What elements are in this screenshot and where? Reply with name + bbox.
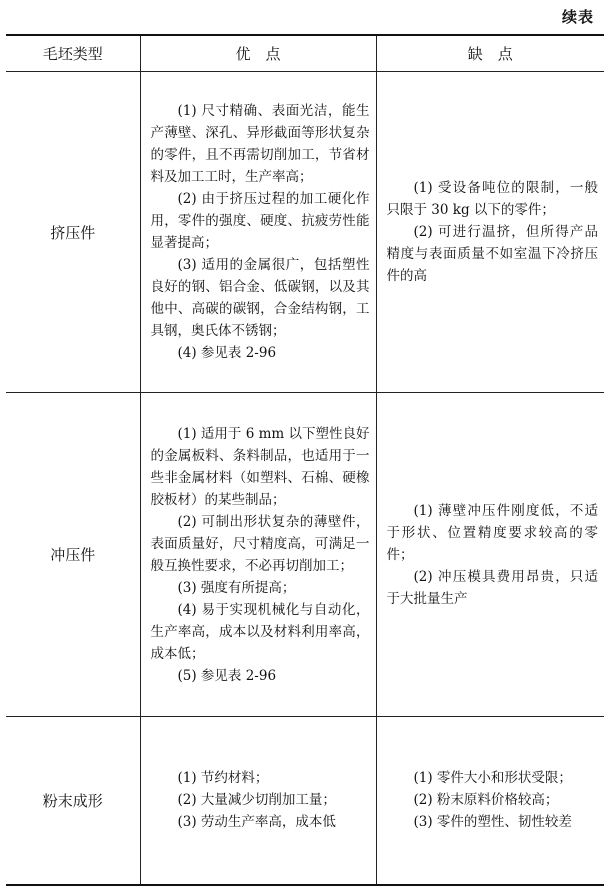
row-type: 挤压件 xyxy=(6,72,140,393)
advantages-cell xyxy=(140,717,376,885)
list-item: (1) 零件大小和形状受限； xyxy=(413,770,572,787)
list-item: (4) 易于实现机械化与自动化，生产率高，成本以及材料利用率高，成本低； xyxy=(150,601,370,662)
list-item: (3) 零件的塑性、韧性较差 xyxy=(413,814,572,831)
list-item: (2) 可进行温挤，但所得产品精度与表面质量不如室温下冷挤压件的高 xyxy=(386,224,598,284)
list-item: (1) 节约材料； xyxy=(177,770,269,787)
list-item: (2) 由于挤压过程的加工硬化作用，零件的强度、硬度、抗疲劳性能显著提高； xyxy=(150,191,370,251)
disadvantages-cell xyxy=(376,393,604,717)
disadvantages-cell xyxy=(376,72,604,393)
row-type: 冲压件 xyxy=(6,393,140,717)
continued-caption: 续表 xyxy=(561,8,594,26)
list-item: (1) 尺寸精确、表面光洁，能生产薄壁、深孔、异形截面等形状复杂的零件，且不再需切削加工，节省材料及加工工时，生产率高； xyxy=(150,103,370,185)
list-item: (2) 粉末原料价格较高； xyxy=(413,792,559,809)
list-item: (3) 劳动生产率高，成本低 xyxy=(177,814,336,831)
advantages-cell xyxy=(140,393,376,717)
header-blank-type: 毛坯类型 xyxy=(6,35,140,72)
table-row xyxy=(6,393,604,717)
list-item: (3) 适用的金属很广，包括塑性良好的钢、铝合金、低碳钢，以及其他中、高碳的碳钢，合金结构钢，工具钢，奥氏体不锈钢； xyxy=(150,257,370,339)
list-item: (2) 大量减少切削加工量； xyxy=(177,792,336,809)
list-item: (2) 可制出形状复杂的薄壁件，表面质量好，尺寸精度高，可满足一般互换性要求，不必再切削加工； xyxy=(150,513,370,574)
disadvantages-cell xyxy=(376,717,604,885)
list-item: (1) 薄壁冲压件刚度低，不适于形状、位置精度要求较高的零件； xyxy=(386,502,598,563)
list-item: (3) 强度有所提高； xyxy=(177,579,296,596)
blank-type-comparison-table xyxy=(6,34,604,886)
list-item: (1) 适用于 6 mm 以下塑性良好的金属板料、条料制品，也适用于一些非金属材料（如塑料、石棉、硬橡胶板材）的某些制品； xyxy=(150,425,370,508)
advantages-cell xyxy=(140,72,376,393)
header-row xyxy=(6,35,604,72)
list-item: (5) 参见表 2-96 xyxy=(177,667,277,684)
table-row xyxy=(6,717,604,885)
list-item: (1) 受设备吨位的限制，一般只限于 30 kg 以下的零件； xyxy=(386,180,598,218)
table-row xyxy=(6,72,604,393)
list-item: (2) 冲压模具费用昂贵，只适于大批量生产 xyxy=(386,568,598,607)
list-item: (4) 参见表 2-96 xyxy=(177,345,277,361)
header-disadvantages: 缺 点 xyxy=(376,35,604,72)
header-advantages: 优 点 xyxy=(140,35,376,72)
row-type: 粉末成形 xyxy=(6,717,140,885)
